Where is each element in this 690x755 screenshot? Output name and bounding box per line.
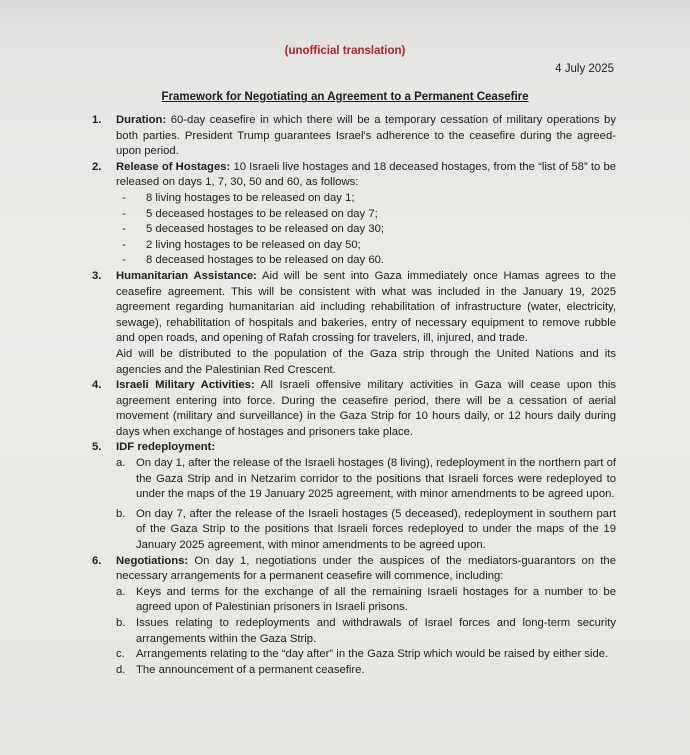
document-body bbox=[92, 113, 616, 678]
item-number: 5. bbox=[92, 441, 102, 454]
list-item: - 2 living hostages to be released on day 50; bbox=[122, 238, 361, 251]
list-item: d. The announcement of a permanent ceasefire. bbox=[116, 663, 365, 676]
item-text: On day 1, negotiations under the auspices of the mediators-guarantors on the necessary arrangements for a permanent ceasefire will commence, including: bbox=[116, 554, 616, 583]
redeployment-list bbox=[116, 456, 616, 554]
item-text: 60-day ceasefire in which there will be a temporary cessation of military operations by both parties. President Trump guarantees Israel's adherence to the ceasefire during the agreed-upon period. bbox=[116, 114, 616, 158]
document-title: Framework for Negotiating an Agreement to a Permanent Ceasefire bbox=[161, 91, 529, 103]
item-heading: Release of Hostages: bbox=[116, 160, 231, 173]
list-item: a. Keys and terms for the exchange of all the remaining Israeli hostages for a number to be agreed upon of Palestinian prisoners in Israeli prisons. bbox=[116, 585, 616, 614]
list-item: a. On day 1, after the release of the Israeli hostages (8 living), redeployment in the northern part of the Gaza Strip and in Netzarim corridor to the positions that Israeli forces were redeployed to under the maps of the 19 January 2025 agreement, with minor amendments to be agreed upon. bbox=[116, 457, 616, 501]
section-duration bbox=[92, 113, 616, 160]
item-heading: Humanitarian Assistance: bbox=[116, 269, 257, 282]
list-item: c. Arrangements relating to the “day after” in the Gaza Strip which would be raised by either side. bbox=[116, 648, 609, 661]
list-item: b. Issues relating to redeployments and withdrawals of Israel forces and long-term security arrangements within the Gaza Strip. bbox=[116, 617, 616, 645]
item-number: 3. bbox=[92, 269, 102, 282]
item-text: All Israeli offensive military activities in Gaza will cease upon this agreement entering into force. During the ceasefire period, there will be a cessation of aerial movement (military and surveillance) in the Gaza Strip for 10 hours daily, or 12 hours daily during days when exchange of hostages and prisoners take place. bbox=[116, 379, 617, 438]
item-text: Aid will be sent into Gaza immediately once Hamas agrees to the ceasefire agreement. This will be consistent with what was included in the January 19, 2025 agreement regarding humanitarian aid including rehabilitation of infrastructure (water, electricity, sewage), rehabilitation of hospitals and bakeries, entry of necessary equipment to remove rubble and open roads, and opening of Rafah crossing for travelers, ill, injured, and trade. bbox=[116, 269, 617, 345]
item-heading: Duration: bbox=[116, 114, 167, 126]
item-text: 10 Israeli live hostages and 18 deceased hostages, from the “list of 58” to be released on days 1, 7, 30, 50 and 60, as follows: bbox=[116, 160, 617, 189]
list-item: - 5 deceased hostages to be released on day 7; bbox=[122, 207, 378, 220]
list-item: - 8 living hostages to be released on day 1; bbox=[122, 191, 355, 204]
list-item: - 8 deceased hostages to be released on day 60. bbox=[122, 254, 385, 267]
section-humanitarian-assistance bbox=[92, 269, 616, 378]
list-item: b. On day 7, after the release of the Israeli hostages (5 deceased), redeployment in southern part of the Gaza Strip to the positions that Israeli forces redeployed to under the maps of the 19 January 2025 agreement, with minor amendments to be agreed upon. bbox=[116, 507, 616, 552]
item-number: 2. bbox=[92, 160, 102, 173]
item-extra-paragraph: Aid will be distributed to the population of the Gaza strip through the United Nations and its agencies and the Palestinian Red Crescent. bbox=[116, 347, 616, 376]
section-israeli-military-activities bbox=[92, 378, 616, 440]
item-heading: IDF redeployment: bbox=[116, 441, 216, 454]
item-number: 4. bbox=[92, 379, 102, 392]
hostage-release-schedule bbox=[116, 191, 616, 269]
item-heading: Israeli Military Activities: bbox=[116, 379, 255, 392]
item-number: 1. bbox=[92, 114, 102, 126]
translation-label: (unofficial translation) bbox=[284, 45, 406, 57]
item-heading: Negotiations: bbox=[116, 554, 189, 567]
section-idf-redeployment bbox=[92, 440, 616, 553]
negotiation-topics-list bbox=[116, 585, 616, 679]
document-date: 4 July 2025 bbox=[555, 63, 614, 75]
section-negotiations bbox=[92, 554, 616, 679]
item-number: 6. bbox=[92, 554, 102, 567]
list-item: - 5 deceased hostages to be released on day 30; bbox=[122, 223, 385, 236]
section-release-of-hostages bbox=[92, 160, 616, 269]
